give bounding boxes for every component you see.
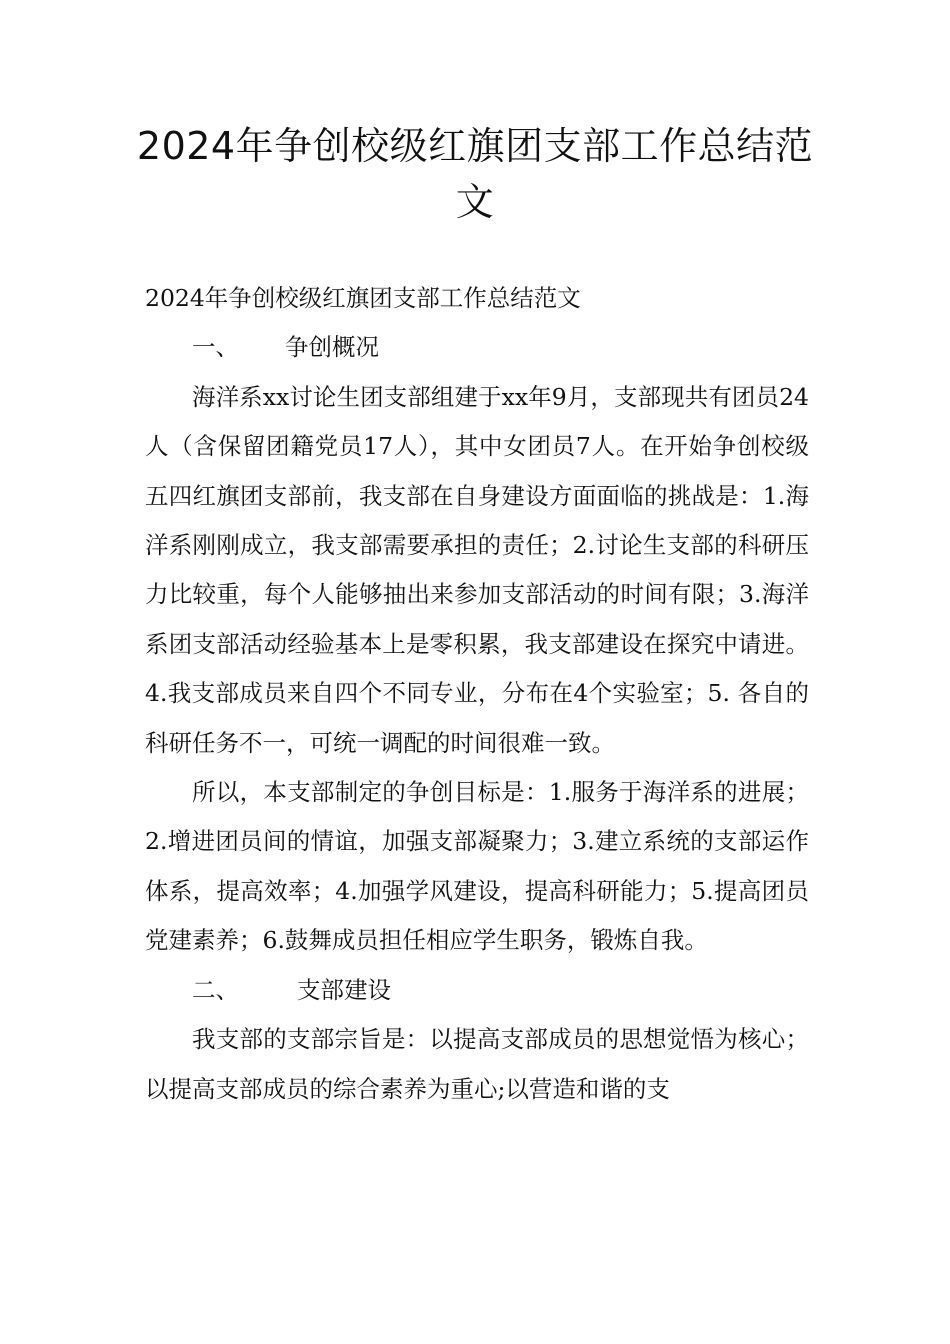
paragraph-goals: 所以，本支部制定的争创目标是：1.服务于海洋系的进展；2.增进团员间的情谊，加强支部凝聚力；3.建立系统的支部运作体系，提高效率；4.加强学风建设，提高科研能力；5.提高团员党建素养；6.鼓舞成员担任相应学生职务，锻炼自我。	[145, 778, 809, 955]
document-subtitle: 2024年争创校级红旗团支部工作总结范文	[145, 284, 581, 312]
section-title-1: 争创概况	[285, 333, 379, 362]
section-heading-1	[145, 323, 809, 372]
paragraph-overview: 海洋系xx讨论生团支部组建于xx年9月，支部现共有团员24人（含保留团籍党员17人），其中女团员7人。在开始争创校级五四红旗团支部前，我支部在自身建设方面面临的挑战是：1.海洋系刚刚成立，我支部需要承担的责任；2.讨论生支部的科研压力比较重，每个人能够抽出来参加支部活动的时间有限；3.海洋系团支部活动经验基本上是零积累，我支部建设在探究中请进。4.我支部成员来自四个不同专业，分布在4个实验室；5. 各自的科研任务不一，可统一调配的时间很难一致。	[145, 382, 809, 757]
section-number-1: 一、	[192, 333, 239, 362]
document-title: 2024年争创校级红旗团支部工作总结范文	[136, 124, 814, 224]
document-body	[145, 274, 809, 1114]
section-title-2: 支部建设	[297, 975, 391, 1004]
section-number-2: 二、	[192, 975, 239, 1004]
section-heading-2	[145, 966, 809, 1015]
paragraph-purpose: 我支部的支部宗旨是：以提高支部成员的思想觉悟为核心；以提高支部成员的综合素养为重心;以营造和谐的支	[145, 1025, 809, 1103]
